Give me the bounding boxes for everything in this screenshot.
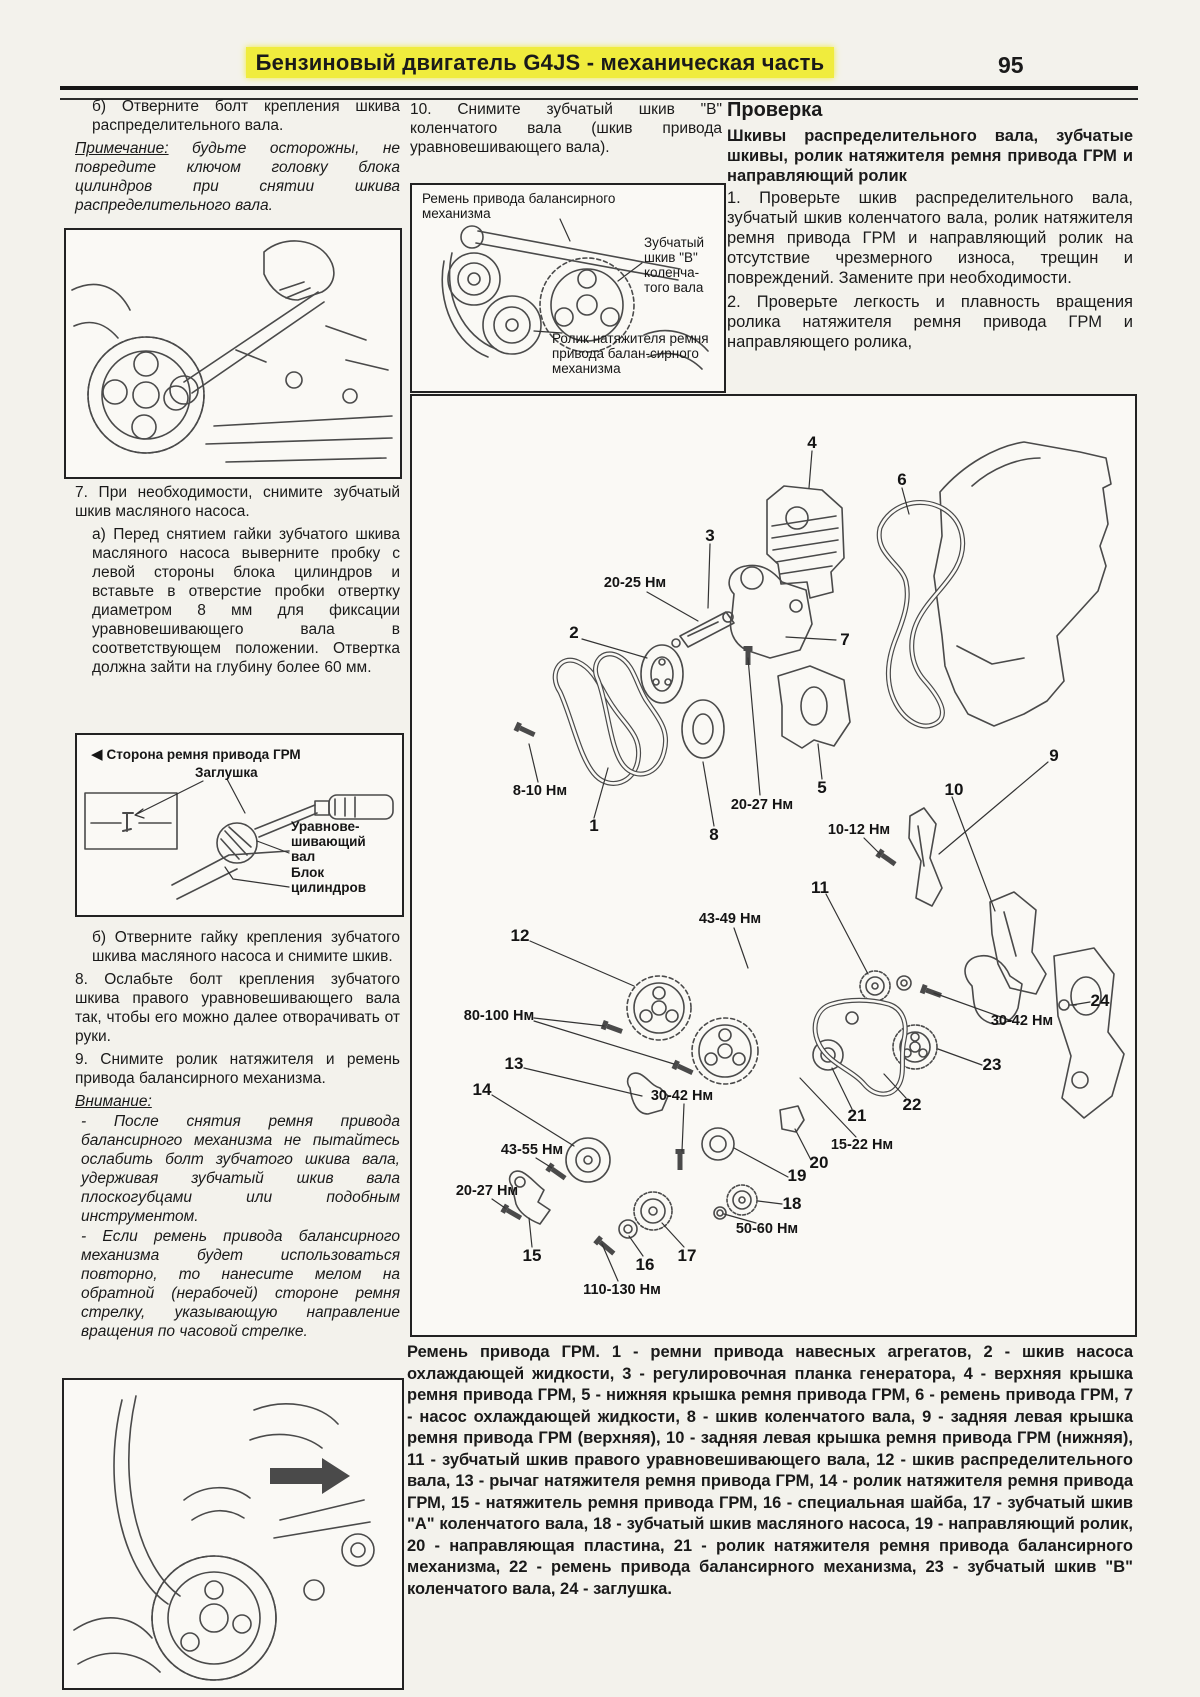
step-10: 10. Снимите зубчатый шкив "В" коленчатого вала (шкив привода уравновешивающего вала). — [410, 101, 722, 156]
torque-label-110-130-Нм: 110-130 Нм — [583, 1282, 661, 1298]
torque-label-20-27-Нм: 20-27 Нм — [455, 1183, 519, 1199]
part-number-12: 12 — [510, 926, 530, 945]
sprocket-b-label: Зубчатый шкив "В" коленча-того вала — [644, 235, 705, 295]
part-number-10: 10 — [944, 780, 964, 799]
right-column — [727, 100, 1133, 356]
part-number-6: 6 — [897, 470, 907, 489]
part-number-7: 7 — [840, 630, 850, 649]
belt-side-label — [91, 747, 301, 762]
diagram-caption: Ремень привода ГРМ. 1 - ремни привода навесных агрегатов, 2 - шкив насоса охлаждающей жидкости, 3 - регулировочная планка генератора, 4 - верхняя крышка ремня привода ГРМ, 5 - нижняя крышка ремня привода ГРМ, 6 - ремень привода ГРМ, 7 - насос охлаждающей жидкости, 8 - шкив коленчатого вала, 9 - задняя левая крышка ремня привода ГРМ (верхняя), 10 - задняя левая крышка ремня привода ГРМ (нижняя), 11 - зубчатый шкив правого уравновешивающего вала, 12 - шкив распределительного вала, 13 - рычаг натяжителя ремня привода ГРМ, 14 - ролик натяжителя ремня привода ГРМ, 15 - натяжитель ремня привода ГРМ, 16 - специальная шайба, 17 - зубчатый шкив "А" коленчатого вала, 18 - зубчатый шкив масляного насоса, 19 - направляющий ролик, 20 - направляющая пластина, 21 - ролик натяжителя ремня привода балансирного механизма, 22 - ремень привода балансирного механизма, 23 - зубчатый шкив "В" коленчатого вала, 24 - заглушка. — [407, 1343, 1133, 1598]
part-number-13: 13 — [504, 1054, 524, 1073]
warning-list — [75, 1112, 400, 1341]
note-label: Примечание: — [75, 140, 169, 157]
photo-engine-art — [64, 1380, 398, 1684]
step-9: 9. Снимите ролик натяжителя и ремень привода балансирного механизма. — [75, 1051, 400, 1087]
step-8: 8. Ослабьте болт крепления зубчатого шкива правого уравновешивающего вала так, чтобы его можно далее отворачивать от руки. — [75, 971, 400, 1045]
note — [75, 139, 400, 215]
tensioner-roller-label: Ролик натяжителя ремня привода балан-сирного механизма — [552, 331, 709, 376]
page-title-highlight: Бензиновый двигатель G4JS - механическая часть — [246, 47, 835, 78]
step-7a: а) Перед снятием гайки зубчатого шкива масляного насоса выверните пробку с левой стороны блока цилиндров и вставьте в отверстие пробки отвертку диаметром 8 мм для фиксации уравновешивающего вала в соответствующем положении. Отвертка должна зайти на глубину более 60 мм. — [92, 526, 400, 676]
photo-balancer-belt-drive — [410, 183, 726, 393]
warning-label: Внимание: — [75, 1093, 152, 1110]
part-number-18: 18 — [782, 1194, 802, 1213]
part-number-3: 3 — [705, 526, 715, 545]
torque-label-30-42-Нм: 30-42 Нм — [650, 1088, 714, 1104]
check-step-1: 1. Проверьте шкив распределительного вала, зубчатый шкив коленчатого вала, ролик натяжителя ремня привода ГРМ и направляющий ролик на отсутствие чрезмерного износа, трещин и повреждений. Замените при необходимости. — [727, 189, 1133, 287]
part-number-23: 23 — [982, 1055, 1002, 1074]
left-arrow-icon: ◀ — [91, 746, 103, 763]
part-number-17: 17 — [677, 1246, 697, 1265]
torque-label-8-10-Нм: 8-10 Нм — [512, 783, 568, 799]
part-number-11: 11 — [811, 878, 829, 897]
exploded-diagram — [410, 394, 1137, 1337]
balancer-belt-label: Ремень привода балансирного механизма — [422, 191, 616, 221]
part-number-21: 21 — [847, 1106, 867, 1125]
warning-item: - Если ремень привода балансирного механизма будет использоваться повторно, то нанесите мелом на обратной (нерабочей) стороне ремня стрелку, указывающую направление вращения по часовой стрелке. — [81, 1228, 400, 1340]
torque-label-43-55-Нм: 43-55 Нм — [500, 1142, 564, 1158]
part-number-20: 20 — [809, 1153, 829, 1172]
part-number-1: 1 — [589, 816, 599, 835]
step-7: 7. При необходимости, снимите зубчатый шкив масляного насоса. — [75, 484, 400, 520]
part-number-19: 19 — [787, 1166, 807, 1185]
check-step-2: 2. Проверьте легкость и плавность вращения ролика натяжителя ремня привода ГРМ и направляющего ролика, — [727, 293, 1133, 351]
cylinder-block-label: Блок цилиндров — [291, 865, 366, 895]
warning-item: - После снятия ремня привода балансирного механизма не пытайтесь ослабить болт зубчатого шкива вала, удерживая зубчатый шкив вала плоскогубцами или подобным инструментом. — [81, 1113, 400, 1225]
part-number-4: 4 — [807, 433, 817, 452]
torque-label-43-49-Нм: 43-49 Нм — [698, 911, 762, 927]
page-title — [0, 50, 1080, 76]
inset-balance-shaft-diagram — [75, 733, 404, 917]
page-number: 95 — [998, 52, 1024, 78]
step-6b: б) Отверните болт крепления шкива распределительного вала. — [92, 98, 400, 134]
part-number-5: 5 — [817, 778, 827, 797]
section-heading: Проверка — [727, 99, 823, 121]
photo-camshaft-art — [66, 230, 396, 473]
torque-label-10-12-Нм: 10-12 Нм — [827, 822, 891, 838]
step-7b: б) Отверните гайку крепления зубчатого шкива масляного насоса и снимите шкив. — [92, 929, 400, 965]
plug-label: Заглушка — [195, 765, 258, 780]
torque-label-20-25-Нм: 20-25 Нм — [603, 575, 667, 591]
part-number-22: 22 — [902, 1095, 922, 1114]
torque-label-50-60-Нм: 50-60 Нм — [735, 1221, 799, 1237]
middle-column-text — [410, 100, 722, 161]
part-number-16: 16 — [635, 1255, 655, 1274]
part-number-2: 2 — [569, 623, 579, 642]
diagram-labels — [412, 396, 1135, 1335]
belt-side-text: Сторона ремня привода ГРМ — [106, 747, 301, 762]
left-column-block-2 — [75, 483, 400, 681]
photo-camshaft-sprocket-wrench — [64, 228, 402, 479]
note-text: будьте осторожны, не повредите ключом головку блока цилиндров при снятии шкива распределительного вала. — [75, 140, 400, 214]
torque-label-15-22-Нм: 15-22 Нм — [830, 1137, 894, 1153]
section-subheading: Шкивы распределительного вала, зубчатые шкивы, ролик натяжителя ремня привода ГРМ и направляющий ролик — [727, 127, 1133, 185]
part-number-8: 8 — [709, 825, 719, 844]
torque-label-20-27-Нм: 20-27 Нм — [730, 797, 794, 813]
torque-label-80-100-Нм: 80-100 Нм — [463, 1008, 535, 1024]
photo-engine-direction-arrow — [62, 1378, 404, 1690]
left-column-block-3 — [75, 928, 400, 1342]
part-number-9: 9 — [1049, 746, 1059, 765]
part-number-24: 24 — [1090, 991, 1110, 1010]
part-number-15: 15 — [522, 1246, 542, 1265]
part-number-14: 14 — [472, 1080, 492, 1099]
left-column-block-1 — [75, 97, 400, 219]
balance-shaft-label: Уравнове-шивающий вал — [291, 819, 366, 864]
torque-label-30-42-Нм: 30-42 Нм — [990, 1013, 1054, 1029]
